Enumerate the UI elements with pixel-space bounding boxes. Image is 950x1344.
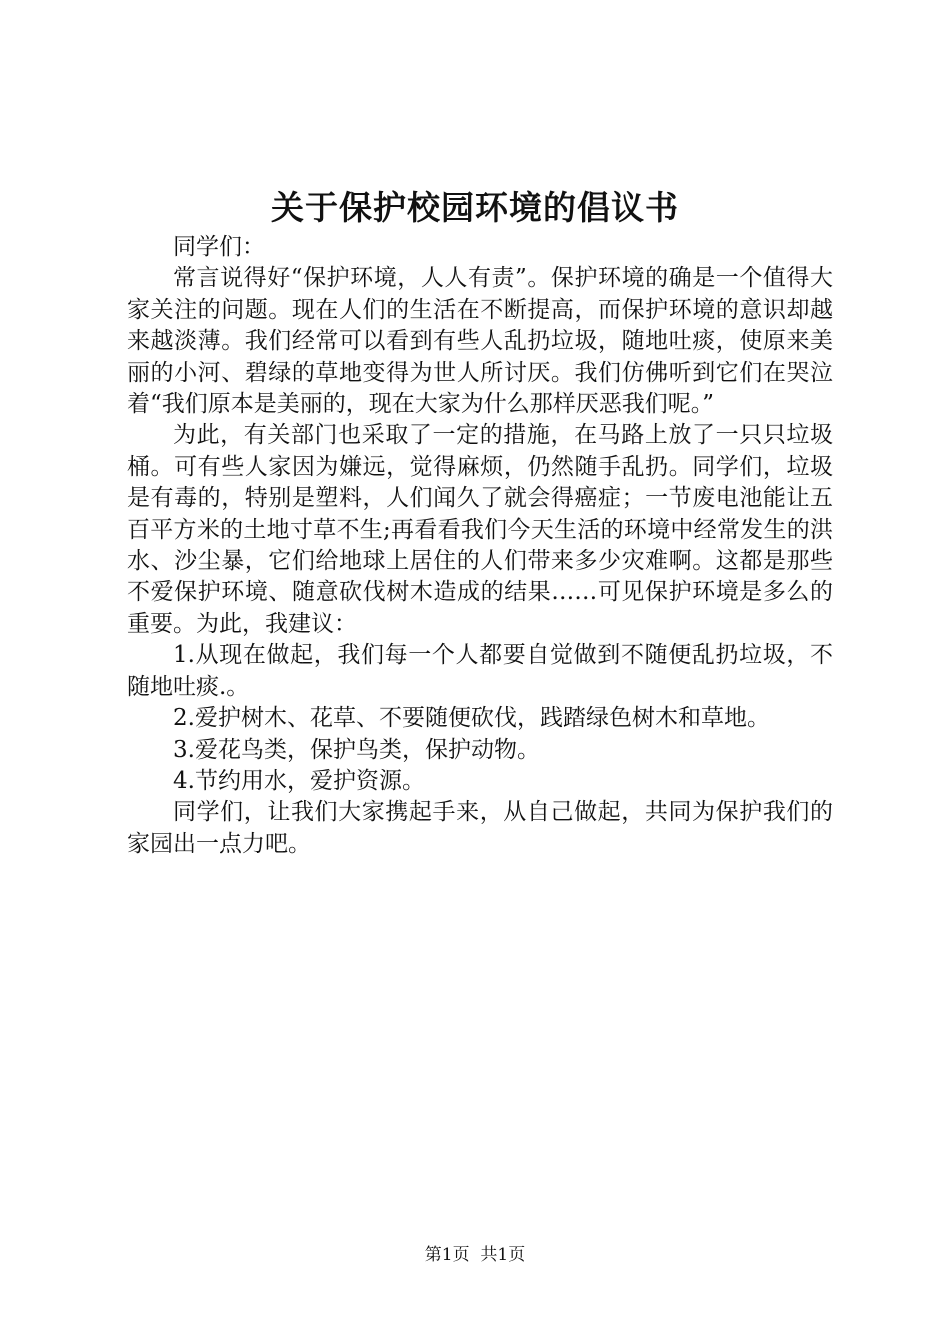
body-paragraph: 为此，有关部门也采取了一定的措施，在马路上放了一只只垃圾桶。可有些人家因为嫌远，觉得麻烦，仍然随手乱扔。同学们，垃圾是有毒的，特别是塑料，人们闻久了就会得癌症；一节废电池能让五百平方米的土地寸草不生;再看看我们今天生活的环境中经常发生的洪水、沙尘暴，它们给地球上居住的人们带来多少灾难啊。这都是那些不爱保护环境、随意砍伐树木造成的结果……可见保护环境是多么的重要。为此，我建议： xyxy=(127,422,833,637)
proposal-item: 2.爱护树木、花草、不要随便砍伐，践踏绿色树木和草地。 xyxy=(173,705,770,732)
salutation: 同学们： xyxy=(173,234,265,260)
document-body xyxy=(127,232,833,860)
page-number-footer: 第1页 共1页 xyxy=(424,1245,526,1265)
closing-paragraph: 同学们，让我们大家携起手来，从自己做起，共同为保护我们的家园出一点力吧。 xyxy=(127,799,833,857)
proposal-item: 4.节约用水，爱护资源。 xyxy=(173,767,425,794)
proposal-item: 1.从现在做起，我们每一个人都要自觉做到不随便乱扔垃圾，不随地吐痰.。 xyxy=(127,642,833,700)
body-paragraph: 常言说得好“保护环境，人人有责”。保护环境的确是一个值得大家关注的问题。现在人们的生活在不断提高，而保护环境的意识却越来越淡薄。我们经常可以看到有些人乱扔垃圾，随地吐痰，使原来美丽的小河、碧绿的草地变得为世人所讨厌。我们仿佛听到它们在哭泣着“我们原本是美丽的，现在大家为什么那样厌恶我们呢。” xyxy=(127,265,833,418)
document-title: 关于保护校园环境的倡议书 xyxy=(271,188,679,227)
proposal-item: 3.爱花鸟类，保护鸟类，保护动物。 xyxy=(173,736,540,763)
